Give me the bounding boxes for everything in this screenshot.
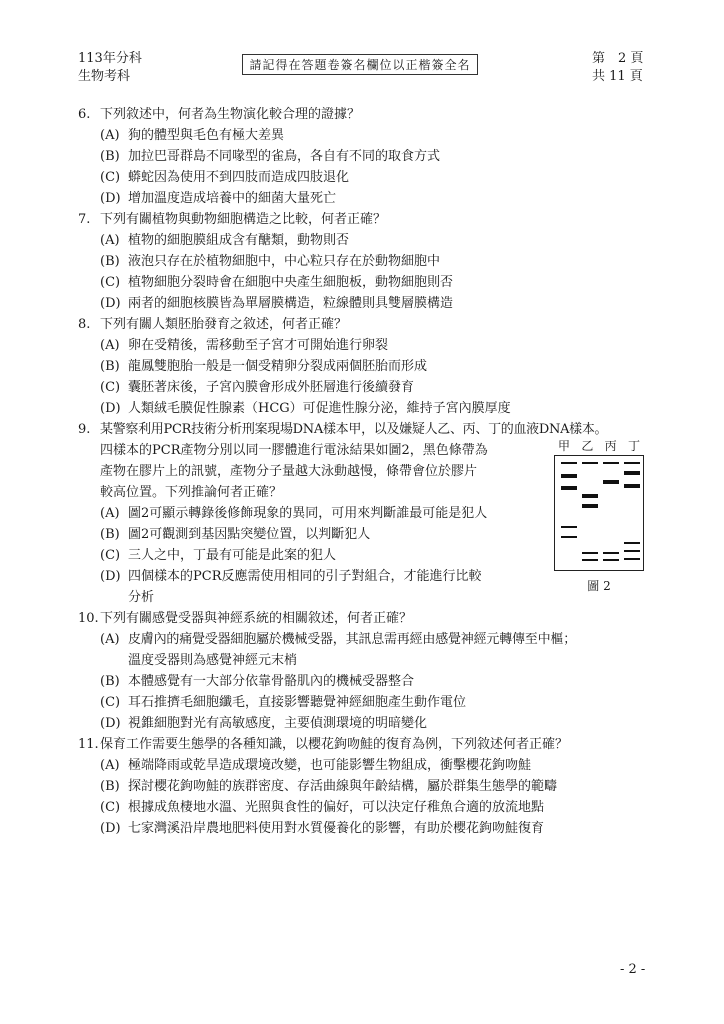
question-stem-line-1: 某警察利用PCR技術分析刑案現場DNA樣本甲，以及嫌疑人乙、丙、丁的血液DNA樣本。 (100, 422, 608, 437)
option-label: (A) (100, 338, 120, 353)
question-7 (78, 209, 658, 314)
question-8 (78, 314, 658, 419)
option-label: (D) (100, 821, 121, 836)
lane-label-bing: 丙 (604, 439, 617, 453)
band-ding-5 (624, 558, 640, 560)
option-label: (B) (100, 149, 120, 164)
signature-notice: 請記得在答題卷簽名欄位以正楷簽全名 (242, 54, 478, 75)
option-d (78, 398, 658, 419)
option-a (78, 755, 658, 776)
option-text: 極端降雨或乾旱造成環境改變，也可能影響生物組成，衝擊櫻花鉤吻鮭 (128, 758, 532, 773)
option-text: 人類絨毛膜促性腺素（HCG）可促進性腺分泌，維持子宮內膜厚度 (128, 401, 511, 416)
option-a (78, 629, 658, 650)
option-text: 圖2可顯示轉錄後修飾現象的異同，可用來判斷誰最可能是犯人 (128, 506, 488, 521)
question-stem: 下列敘述中，何者為生物演化較合理的證據？ (100, 107, 361, 122)
option-a (78, 230, 658, 251)
question-stem: 下列有關植物與動物細胞構造之比較，何者正確？ (100, 212, 387, 227)
question-number: 10. (78, 611, 99, 626)
header-year: 113年分科 (78, 51, 142, 66)
question-number: 6. (78, 107, 91, 122)
header-subject (78, 50, 142, 86)
option-text: 視錐細胞對光有高敏感度，主要偵測環境的明暗變化 (128, 716, 428, 731)
question-number: 7. (78, 212, 91, 227)
band-bing-2 (603, 552, 619, 554)
gel-electrophoresis-figure (554, 437, 644, 594)
option-label: (D) (100, 296, 121, 311)
option-text: 蟒蛇因為使用不到四肢而造成四肢退化 (128, 170, 350, 185)
option-text: 囊胚著床後，子宮內膜會形成外胚層進行後續發育 (128, 380, 415, 395)
question-number: 9. (78, 422, 91, 437)
question-stem: 下列有關感覺受器與神經系統的相關敘述，何者正確？ (100, 611, 413, 626)
option-c (78, 377, 658, 398)
question-number: 8. (78, 317, 91, 332)
option-a-continued: 溫度受器則為感覺神經元末梢 (128, 653, 298, 668)
option-label: (A) (100, 632, 120, 647)
well-ding (624, 462, 640, 464)
page-number: - 2 - (620, 962, 646, 977)
question-stem-line-4: 較高位置。下列推論何者正確？ (100, 485, 283, 500)
option-c (78, 797, 658, 818)
option-text: 狗的體型與毛色有極大差異 (128, 128, 285, 143)
option-text: 本體感覺有一大部分依靠骨骼肌內的機械受器整合 (128, 674, 415, 689)
well-jia (561, 462, 577, 464)
band-yi-2 (582, 504, 598, 508)
option-text: 圖2可觀測到基因點突變位置，以判斷犯人 (128, 527, 371, 542)
question-10 (78, 608, 658, 734)
option-text: 增加溫度造成培養中的細菌大量死亡 (128, 191, 337, 206)
well-bing (603, 462, 619, 464)
band-ding-4 (624, 550, 640, 552)
option-label: (C) (100, 695, 121, 710)
band-yi-1 (582, 494, 598, 498)
band-jia-2 (561, 486, 577, 490)
option-label: (C) (100, 275, 121, 290)
well-yi (582, 462, 598, 464)
page-current: 第 2 頁 (592, 51, 644, 66)
option-label: (D) (100, 401, 121, 416)
band-bing-3 (603, 559, 619, 561)
header-subject-name: 生物考科 (78, 69, 131, 84)
gel-lane-labels (554, 437, 644, 453)
option-text: 三人之中，丁最有可能是此案的犯人 (128, 548, 337, 563)
option-text: 兩者的細胞核膜皆為單層膜構造，粒線體則具雙層膜構造 (128, 296, 454, 311)
band-yi-3 (582, 552, 598, 554)
lane-label-ding: 丁 (627, 439, 640, 453)
lane-label-jia: 甲 (558, 439, 571, 453)
option-label: (A) (100, 233, 120, 248)
option-d-continued: 分析 (128, 590, 155, 605)
question-stem-line-2: 四樣本的PCR產物分別以同一膠體進行電泳結果如圖2，黑色條帶為 (100, 443, 488, 458)
option-text: 探討櫻花鉤吻鮭的族群密度、存活曲線與年齡結構，屬於群集生態學的範疇 (128, 779, 558, 794)
question-6 (78, 104, 658, 209)
option-label: (B) (100, 527, 120, 542)
option-text: 植物的細胞膜組成含有醣類，動物則否 (128, 233, 350, 248)
option-text: 加拉巴哥群島不同喙型的雀鳥，各自有不同的取食方式 (128, 149, 441, 164)
option-label: (C) (100, 170, 121, 185)
option-label: (C) (100, 548, 121, 563)
option-a (78, 125, 658, 146)
option-text: 根據成魚棲地水溫、光照與食性的偏好，可以決定仔稚魚合適的放流地點 (128, 800, 545, 815)
question-11 (78, 734, 658, 839)
band-ding-2 (624, 484, 640, 488)
question-stem-line-3: 產物在膠片上的訊號，產物分子量越大泳動越慢，條帶會位於膠片 (100, 464, 478, 479)
question-stem: 保育工作需要生態學的各種知識，以櫻花鉤吻鮭的復育為例，下列敘述何者正確？ (100, 737, 569, 752)
option-label: (B) (100, 254, 120, 269)
option-d (78, 818, 658, 839)
option-text: 液泡只存在於植物細胞中，中心粒只存在於動物細胞中 (128, 254, 441, 269)
band-ding-1 (624, 471, 640, 475)
question-stem: 下列有關人類胚胎發育之敘述，何者正確？ (100, 317, 348, 332)
band-yi-4 (582, 559, 598, 561)
option-d (78, 713, 658, 734)
option-c (78, 692, 658, 713)
option-b (78, 671, 658, 692)
option-label: (C) (100, 380, 121, 395)
lane-label-yi: 乙 (581, 439, 594, 453)
option-b (78, 146, 658, 167)
option-label: (D) (100, 569, 121, 584)
option-text: 四個樣本的PCR反應需使用相同的引子對組合，才能進行比較 (128, 569, 482, 584)
option-label: (A) (100, 758, 120, 773)
option-label: (B) (100, 779, 120, 794)
gel-box (554, 455, 644, 571)
option-b (78, 251, 658, 272)
page-total: 共 11 頁 (592, 69, 643, 84)
option-text: 卵在受精後，需移動至子宮才可開始進行卵裂 (128, 338, 389, 353)
option-d (78, 293, 658, 314)
option-label: (D) (100, 191, 121, 206)
question-9 (78, 419, 658, 608)
band-ding-3 (624, 542, 640, 544)
option-label: (B) (100, 674, 120, 689)
band-jia-4 (561, 536, 577, 538)
option-label: (A) (100, 128, 120, 143)
band-bing-1 (603, 480, 619, 484)
option-text: 植物細胞分裂時會在細胞中央產生細胞板，動物細胞則否 (128, 275, 454, 290)
figure-caption: 圖 2 (587, 579, 611, 593)
option-label: (B) (100, 359, 120, 374)
option-label: (A) (100, 506, 120, 521)
option-text: 耳石推擠毛細胞纖毛，直接影響聽覺神經細胞產生動作電位 (128, 695, 467, 710)
option-d (78, 188, 658, 209)
header-page-info (592, 50, 643, 86)
band-jia-1 (561, 474, 577, 478)
question-list (78, 104, 658, 839)
option-b (78, 776, 658, 797)
option-c (78, 167, 658, 188)
question-number: 11. (78, 737, 99, 752)
option-label: (C) (100, 800, 121, 815)
option-text: 龍鳳雙胞胎一般是一個受精卵分裂成兩個胚胎而形成 (128, 359, 428, 374)
option-c (78, 272, 658, 293)
option-text: 皮膚內的痛覺受器細胞屬於機械受器，其訊息需再經由感覺神經元轉傳至中樞； (128, 632, 577, 647)
option-label: (D) (100, 716, 121, 731)
band-jia-3 (561, 526, 577, 528)
option-a (78, 335, 658, 356)
option-b (78, 356, 658, 377)
option-text: 七家灣溪沿岸農地肥料使用對水質優養化的影響，有助於櫻花鉤吻鮭復育 (128, 821, 545, 836)
